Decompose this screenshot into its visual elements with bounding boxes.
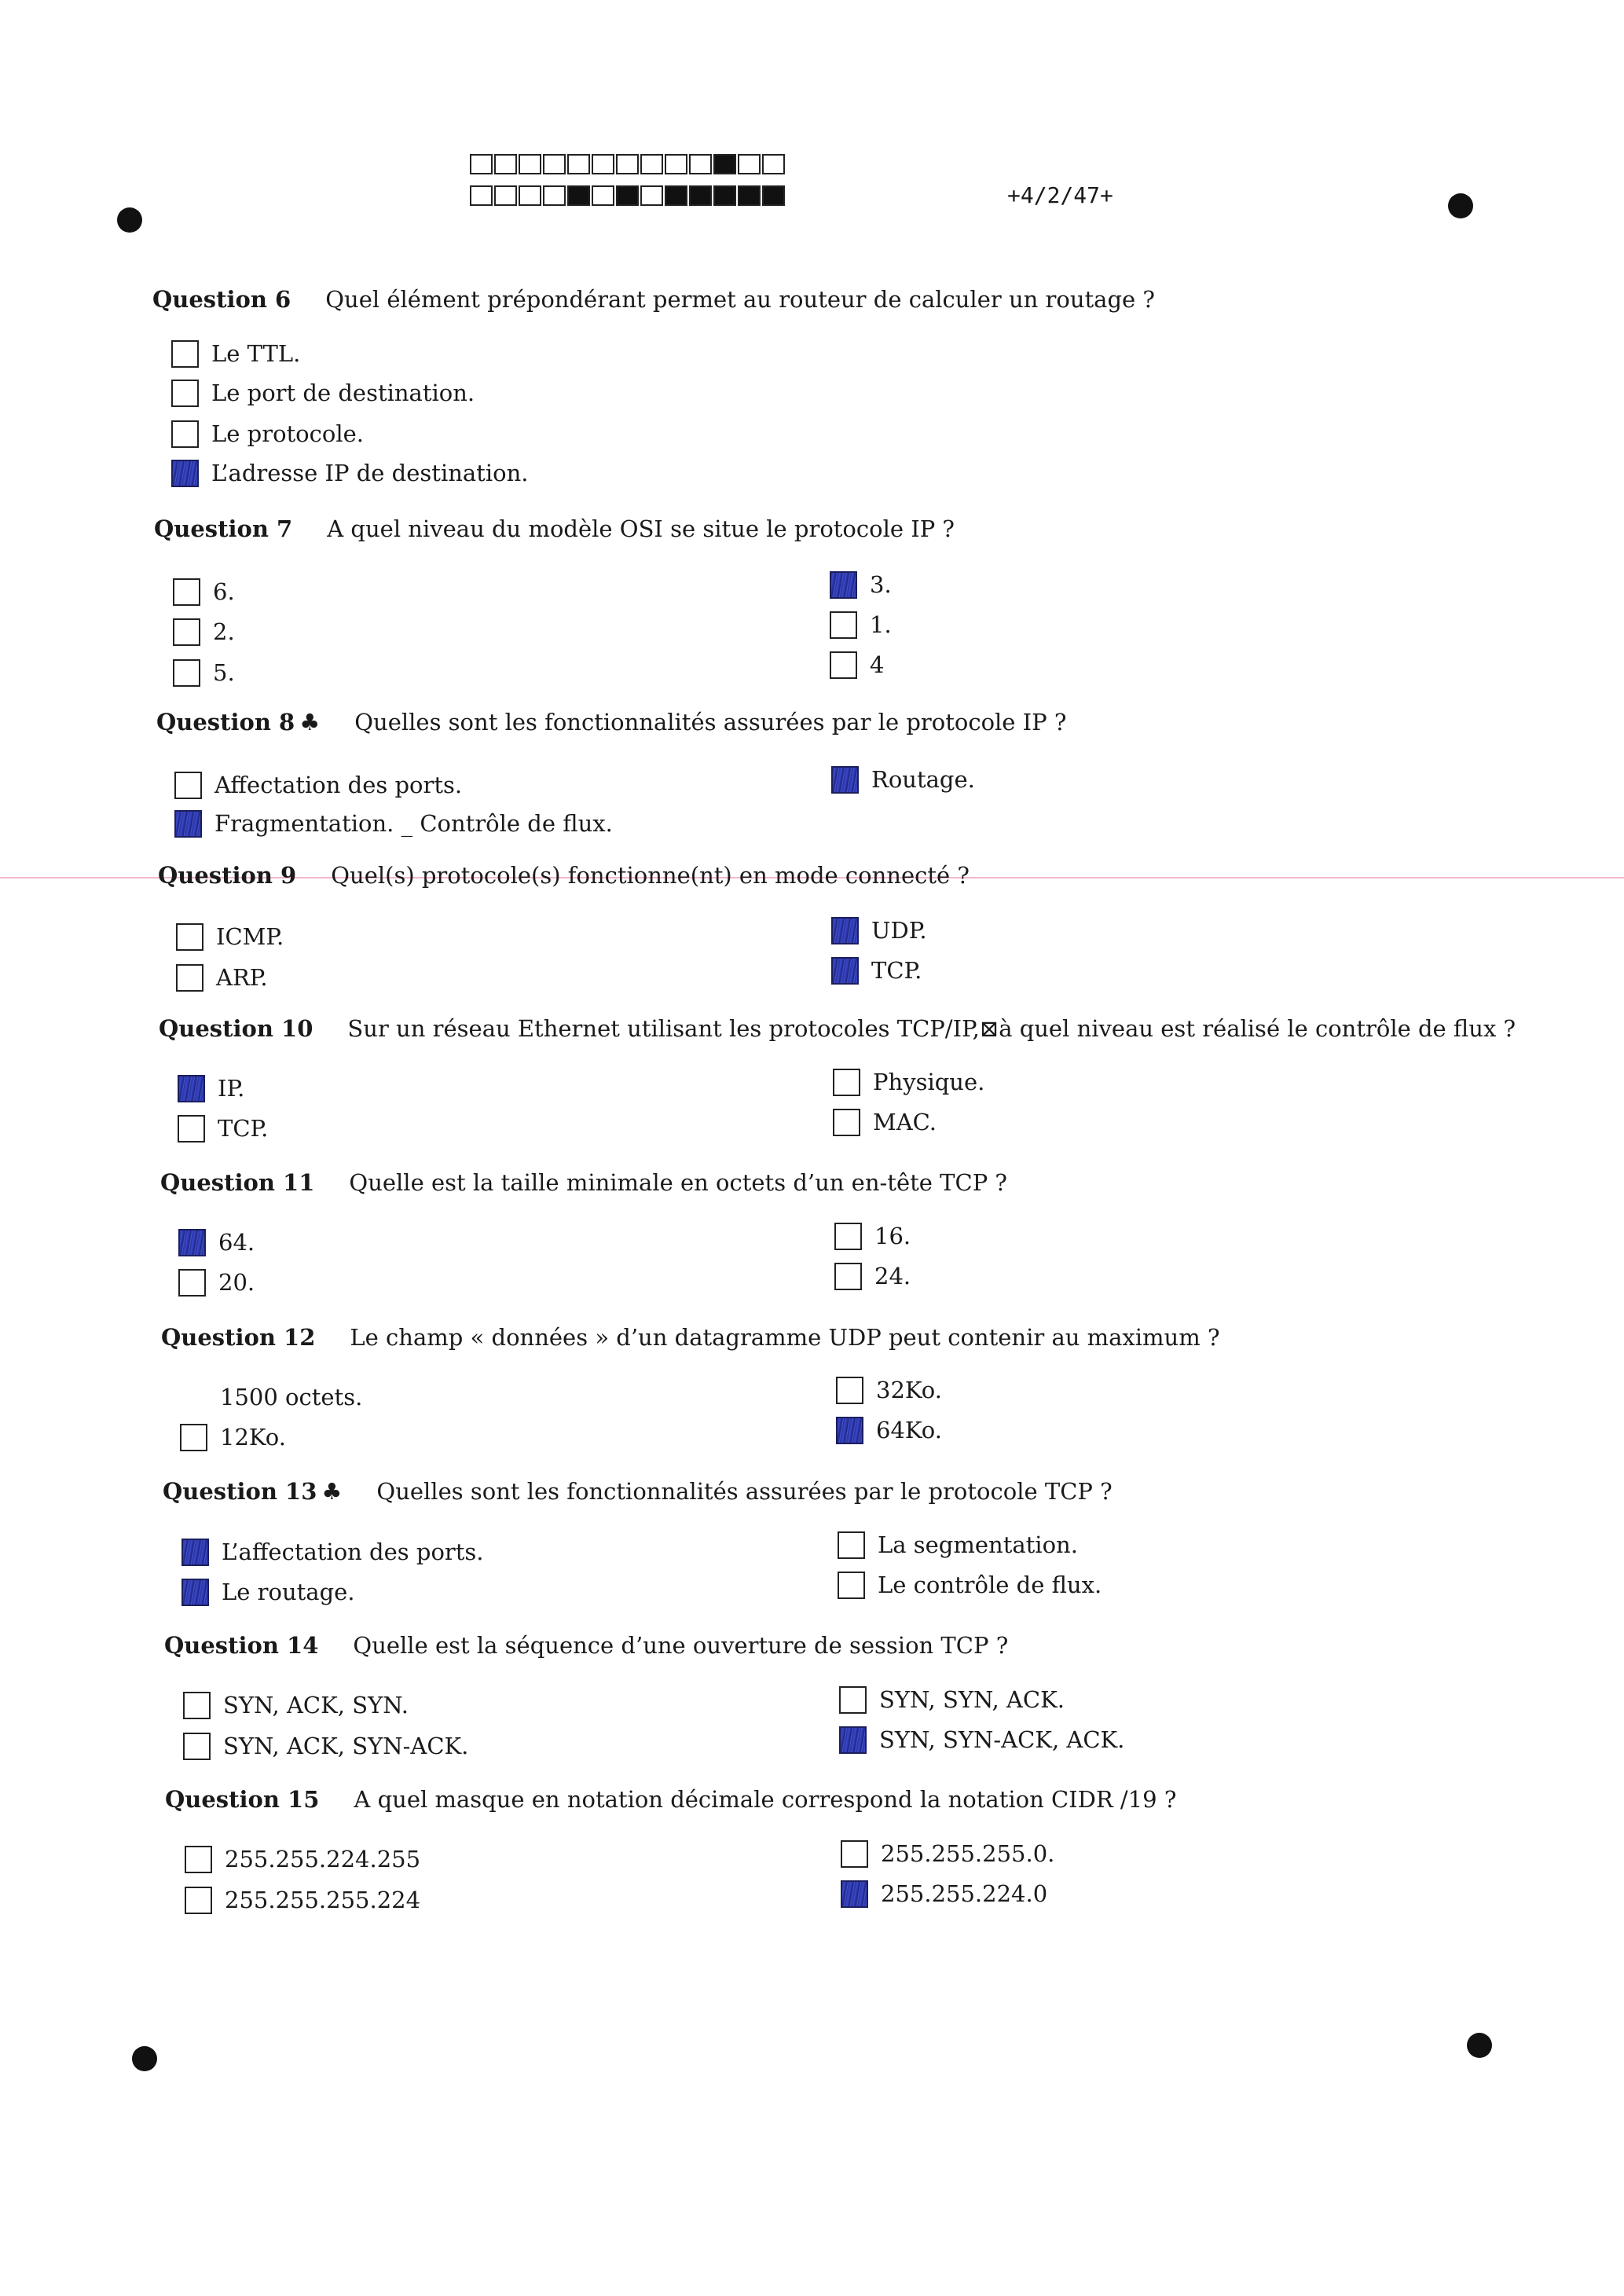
- answer-option[interactable]: [171, 377, 475, 409]
- checkbox-checked[interactable]: [836, 1417, 863, 1444]
- answer-option[interactable]: [183, 1730, 468, 1762]
- question-label: Question 15: [165, 1786, 320, 1813]
- checkbox-checked[interactable]: [830, 571, 857, 599]
- answer-option-label: 2.: [213, 618, 235, 645]
- answer-option[interactable]: [180, 1381, 362, 1413]
- answer-option[interactable]: [185, 1884, 420, 1916]
- question-label: Question 14: [164, 1632, 319, 1659]
- question-text: Quel élément prépondérant permet au routeur de calculer un routage ?: [325, 286, 1155, 313]
- question-text: Quelle est la taille minimale en octets d’un en-tête TCP ?: [349, 1169, 1007, 1196]
- checkbox[interactable]: [185, 1887, 212, 1914]
- id-grid-cell: [567, 185, 590, 206]
- answer-option[interactable]: [831, 915, 927, 946]
- answer-option-label: 32Ko.: [876, 1377, 942, 1403]
- answer-option-label: Physique.: [873, 1069, 985, 1095]
- checkbox[interactable]: [830, 611, 857, 639]
- answer-option-label: SYN, ACK, SYN-ACK.: [223, 1733, 469, 1759]
- answer-option-label: 255.255.255.0.: [881, 1840, 1055, 1867]
- answer-option-label: ICMP.: [216, 923, 284, 950]
- checkbox-checked[interactable]: [831, 766, 859, 794]
- student-id-grid-row-2: [470, 185, 786, 207]
- question-label: Question 10: [159, 1015, 313, 1042]
- question-label: Question 13: [163, 1478, 317, 1505]
- page-code: +4/2/47+: [1007, 182, 1113, 208]
- checkbox-checked[interactable]: [831, 957, 859, 985]
- checkbox[interactable]: [176, 964, 203, 992]
- corner-marker-bottom-right: [1467, 2033, 1492, 2058]
- checkbox[interactable]: [839, 1686, 867, 1714]
- question-header: [152, 286, 1155, 313]
- answer-option-label: Le contrôle de flux.: [878, 1572, 1102, 1598]
- id-grid-cell: [494, 154, 517, 174]
- answer-option-label: MAC.: [873, 1109, 937, 1135]
- answer-option[interactable]: [836, 1374, 942, 1406]
- id-grid-cell: [762, 185, 785, 206]
- question-header: [158, 862, 970, 889]
- id-grid-cell: [519, 185, 541, 206]
- id-grid-cell: [567, 154, 590, 174]
- checkbox[interactable]: [178, 1115, 205, 1142]
- answer-option-label: 6.: [213, 578, 235, 605]
- answer-option-label: 255.255.224.255: [225, 1846, 421, 1872]
- answer-option[interactable]: [838, 1569, 1102, 1601]
- answer-option-label: 64.: [218, 1229, 255, 1256]
- answer-option-label: 12Ko.: [220, 1424, 286, 1451]
- id-grid-cell: [640, 154, 663, 174]
- checkbox[interactable]: [185, 1846, 212, 1873]
- checkbox-checked[interactable]: [178, 1075, 205, 1102]
- question-label: Question 12: [161, 1324, 316, 1351]
- id-grid-cell: [689, 185, 712, 206]
- id-grid-cell: [519, 154, 541, 174]
- question-text: Quelles sont les fonctionnalités assurées par le protocole IP ?: [354, 709, 1067, 735]
- corner-marker-top-right: [1448, 193, 1473, 218]
- id-grid-cell: [689, 154, 712, 174]
- answer-option[interactable]: [841, 1878, 1047, 1909]
- answer-option-label: IP.: [218, 1075, 245, 1102]
- question-text: Quel(s) protocole(s) fonctionne(nt) en mode connecté ?: [331, 862, 970, 889]
- answer-option-label: Le protocole.: [211, 420, 364, 447]
- answer-option-label: TCP.: [871, 957, 922, 984]
- checkbox[interactable]: [171, 380, 199, 407]
- checkbox[interactable]: [833, 1069, 860, 1096]
- question-header: [156, 709, 1066, 735]
- question-label: Question 6: [152, 286, 291, 313]
- answer-option-label: 3.: [870, 571, 892, 598]
- checkbox[interactable]: [834, 1263, 862, 1290]
- question-text: A quel niveau du modèle OSI se situe le protocole IP ?: [327, 515, 955, 542]
- checkbox[interactable]: [173, 578, 200, 606]
- answer-option[interactable]: [181, 1536, 484, 1568]
- id-grid-cell: [640, 185, 663, 206]
- checkbox[interactable]: [173, 618, 200, 646]
- id-grid-cell: [738, 154, 761, 174]
- answer-option-label: Le TTL.: [211, 340, 301, 367]
- answer-option-label: 24.: [874, 1263, 911, 1289]
- question-text: Quelles sont les fonctionnalités assurées par le protocole TCP ?: [376, 1478, 1113, 1505]
- answer-option-label: 1.: [870, 611, 892, 638]
- checkbox[interactable]: [183, 1733, 211, 1760]
- checkbox[interactable]: [834, 1223, 862, 1250]
- checkbox-checked[interactable]: [181, 1539, 209, 1566]
- checkbox[interactable]: [836, 1377, 863, 1404]
- checkbox[interactable]: [171, 420, 199, 448]
- answer-option[interactable]: [178, 1267, 255, 1298]
- checkbox[interactable]: [180, 1384, 207, 1411]
- answer-option[interactable]: [831, 764, 975, 795]
- answer-option[interactable]: [171, 418, 364, 449]
- id-grid-cell: [665, 185, 687, 206]
- answer-option[interactable]: [180, 1421, 286, 1453]
- answer-option[interactable]: [181, 1576, 355, 1608]
- answer-option[interactable]: [174, 808, 613, 839]
- checkbox[interactable]: [173, 659, 200, 687]
- answer-option-label: Le routage.: [222, 1579, 355, 1605]
- answer-option[interactable]: [185, 1843, 420, 1875]
- question-label: Question 9: [158, 862, 297, 889]
- answer-option[interactable]: [178, 1113, 268, 1144]
- id-grid-cell: [713, 185, 736, 206]
- checkbox[interactable]: [833, 1109, 860, 1136]
- answer-option-label: 5.: [213, 659, 235, 686]
- checkbox[interactable]: [841, 1840, 868, 1868]
- question-text: Quelle est la séquence d’une ouverture de session TCP ?: [353, 1632, 1009, 1659]
- answer-option-label: 16.: [874, 1223, 911, 1249]
- checkbox[interactable]: [180, 1424, 207, 1451]
- answer-option[interactable]: [839, 1724, 1124, 1755]
- answer-option[interactable]: [174, 769, 462, 801]
- answer-option-label: L’affectation des ports.: [222, 1539, 484, 1565]
- answer-option-label: La segmentation.: [878, 1531, 1078, 1558]
- answer-option[interactable]: [173, 616, 235, 647]
- question-header: [165, 1786, 1176, 1813]
- id-grid-cell: [543, 154, 566, 174]
- question-header: [161, 1324, 1220, 1351]
- answer-option-label: SYN, ACK, SYN.: [223, 1692, 409, 1718]
- question-header: [163, 1478, 1113, 1505]
- multiple-answer-club-icon: ♣: [321, 1478, 343, 1505]
- answer-option-label: 1500 octets.: [220, 1384, 363, 1410]
- answer-option[interactable]: [833, 1066, 984, 1098]
- answer-option[interactable]: [839, 1684, 1065, 1715]
- id-grid-cell: [543, 185, 566, 206]
- answer-option-label: TCP.: [218, 1115, 269, 1142]
- answer-option-label: 255.255.224.0: [881, 1880, 1048, 1907]
- answer-option[interactable]: [830, 609, 892, 640]
- question-header: [164, 1632, 1008, 1659]
- answer-option-label: UDP.: [871, 917, 927, 944]
- answer-option[interactable]: [834, 1260, 911, 1292]
- checkbox[interactable]: [176, 923, 203, 951]
- answer-option-label: ARP.: [216, 964, 268, 991]
- answer-option-label: Routage.: [871, 766, 975, 793]
- checkbox-checked[interactable]: [178, 1229, 206, 1256]
- answer-option[interactable]: [173, 657, 235, 688]
- question-header: [159, 1015, 1516, 1042]
- answer-option-label: Affectation des ports.: [214, 772, 463, 798]
- id-grid-cell: [592, 154, 614, 174]
- checkbox-checked[interactable]: [831, 917, 859, 944]
- answer-option[interactable]: [173, 576, 235, 607]
- question-header: [160, 1169, 1007, 1196]
- checkbox[interactable]: [171, 340, 199, 368]
- answer-option-label: 20.: [218, 1269, 255, 1296]
- answer-option[interactable]: [836, 1414, 942, 1446]
- id-grid-cell: [592, 185, 614, 206]
- answer-option[interactable]: [830, 569, 892, 600]
- answer-option[interactable]: [176, 921, 284, 952]
- checkbox[interactable]: [838, 1572, 865, 1599]
- id-grid-cell: [470, 154, 493, 174]
- answer-option[interactable]: [171, 457, 528, 489]
- checkbox[interactable]: [830, 651, 857, 679]
- checkbox[interactable]: [183, 1692, 211, 1719]
- question-label: Question 11: [160, 1169, 315, 1196]
- answer-option[interactable]: [831, 955, 922, 986]
- answer-option[interactable]: [176, 962, 268, 993]
- answer-option[interactable]: [834, 1220, 911, 1252]
- id-grid-cell: [738, 185, 761, 206]
- id-grid-cell: [616, 185, 639, 206]
- answer-option-label: SYN, SYN-ACK, ACK.: [879, 1726, 1125, 1753]
- corner-marker-top-left: [117, 207, 142, 233]
- answer-option-label: Fragmentation. _ Contrôle de flux.: [214, 810, 613, 837]
- id-grid-cell: [470, 185, 493, 206]
- answer-option-label: SYN, SYN, ACK.: [879, 1686, 1065, 1713]
- answer-option[interactable]: [178, 1227, 255, 1258]
- answer-option[interactable]: [183, 1689, 409, 1721]
- checkbox[interactable]: [838, 1531, 865, 1559]
- question-text: A quel masque en notation décimale correspond la notation CIDR /19 ?: [354, 1786, 1177, 1813]
- checkbox-checked[interactable]: [841, 1880, 868, 1908]
- checkbox[interactable]: [178, 1269, 206, 1297]
- answer-option[interactable]: [833, 1106, 937, 1138]
- checkbox-checked[interactable]: [839, 1726, 867, 1754]
- question-text: Sur un réseau Ethernet utilisant les protocoles TCP/IP,⊠à quel niveau est réalisé le contrôle de flux ?: [347, 1015, 1516, 1042]
- checkbox-checked[interactable]: [181, 1579, 209, 1606]
- answer-option-label: 4: [870, 651, 885, 678]
- id-grid-cell: [762, 154, 785, 174]
- answer-option[interactable]: [841, 1838, 1054, 1869]
- checkbox-checked[interactable]: [171, 460, 199, 487]
- id-grid-cell: [616, 154, 639, 174]
- multiple-answer-club-icon: ♣: [299, 709, 321, 735]
- student-id-grid-row-1: [470, 154, 786, 176]
- answer-option[interactable]: [171, 338, 300, 369]
- answer-option[interactable]: [838, 1529, 1078, 1561]
- question-label: Question 7: [154, 515, 293, 542]
- question-header: [154, 515, 955, 542]
- answer-option-label: L’adresse IP de destination.: [211, 460, 529, 486]
- id-grid-cell: [665, 154, 687, 174]
- answer-option[interactable]: [830, 649, 884, 680]
- id-grid-cell: [713, 154, 736, 174]
- question-label: Question 8: [156, 709, 295, 735]
- answer-option-label: 64Ko.: [876, 1417, 942, 1443]
- answer-option[interactable]: [178, 1073, 244, 1104]
- checkbox[interactable]: [174, 772, 202, 799]
- id-grid-cell: [494, 185, 517, 206]
- answer-option-label: Le port de destination.: [211, 380, 475, 406]
- answer-option-label: 255.255.255.224: [225, 1887, 421, 1913]
- corner-marker-bottom-left: [132, 2046, 157, 2071]
- checkbox-checked[interactable]: [174, 810, 202, 838]
- question-text: Le champ « données » d’un datagramme UDP peut contenir au maximum ?: [350, 1324, 1220, 1351]
